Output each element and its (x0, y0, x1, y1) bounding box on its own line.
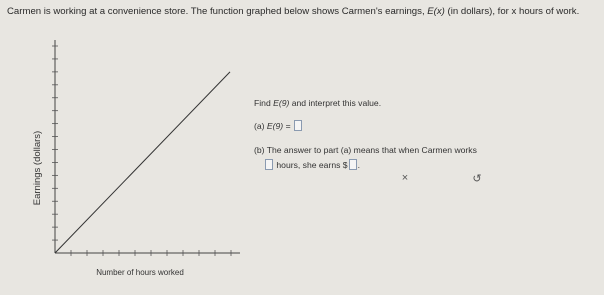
clear-button[interactable] (394, 167, 416, 189)
problem-suffix: (in dollars), for x hours of work. (444, 6, 580, 17)
y-axis-label: Earnings (dollars) (32, 130, 43, 206)
part-a-answer-input[interactable] (294, 120, 302, 131)
earnings-chart-svg (0, 28, 250, 293)
part-b-hours-input[interactable] (265, 159, 273, 170)
x-axis-label: Number of hours worked (96, 268, 184, 277)
part-b-continuation (264, 159, 360, 170)
problem-function: E(x) (427, 6, 445, 17)
part-a-expression: E(9) = (266, 121, 291, 131)
problem-prefix: Carmen is working at a convenience store. The function graphed below shows Carmen's earnings, (7, 6, 428, 17)
part-b-period: . (357, 160, 360, 170)
part-b-text: (b) The answer to part (a) means that when Carmen works (254, 145, 477, 155)
instruction-line (254, 98, 381, 108)
instruction-function: E(9) (273, 98, 290, 108)
part-b-dollars-input[interactable] (349, 159, 357, 170)
part-b-hours-text: hours, she earns (276, 160, 341, 170)
undo-icon: ↺ (472, 172, 482, 185)
part-b-currency: $ (342, 160, 348, 170)
undo-button[interactable] (466, 167, 488, 189)
close-icon: × (401, 172, 409, 184)
problem-statement (7, 6, 599, 18)
part-b-line (254, 145, 477, 155)
part-a-label: (a) (254, 121, 265, 131)
instruction-suffix: and interpret this value. (289, 98, 382, 108)
instruction-prefix: Find (254, 98, 274, 108)
earnings-series-line (55, 72, 230, 253)
part-a-line (254, 120, 303, 131)
earnings-chart (0, 28, 250, 293)
answer-actions (394, 167, 514, 189)
